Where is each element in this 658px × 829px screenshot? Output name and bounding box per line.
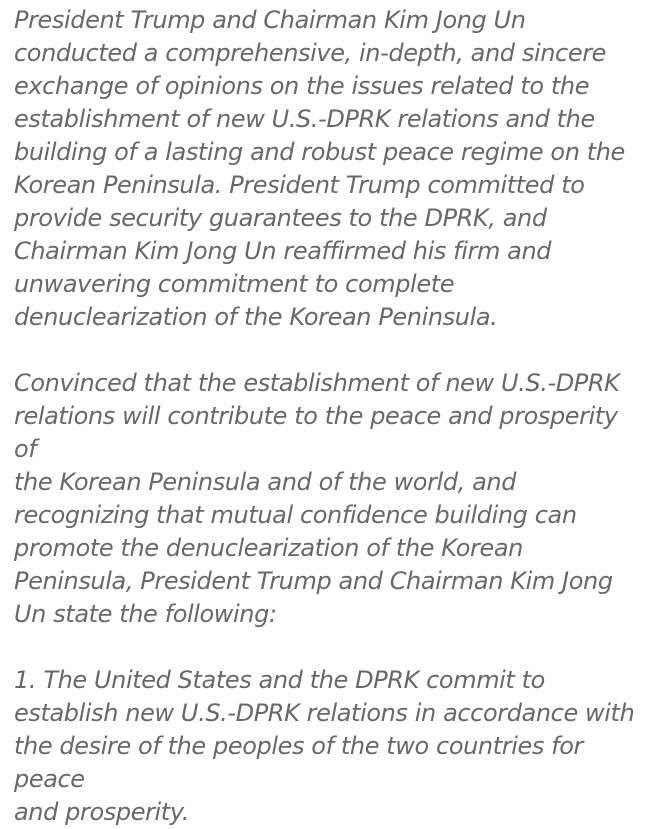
paragraph-item-1: 1. The United States and the DPRK commit to establish new U.S.-DPRK relations in accordance with the desire of the peoples of the two countries for peace and prosperity. bbox=[14, 666, 635, 826]
paragraph-convinced: Convinced that the establishment of new U.S.-DPRK relations will contribute to the peace and prosperity of the Korean Peninsula and of the world, and recognizing that mutual confidence building can promote the denuclearization of the Korean Peninsula, President Trump and Chairman Kim Jong Un state the following: bbox=[14, 369, 620, 628]
paragraph-summit-exchange: President Trump and Chairman Kim Jong Un conducted a comprehensive, in-depth, and sincere exchange of opinions on the issues related to the establishment of new U.S.-DPRK relations and the building of a lasting and robust peace regime on the Korean Peninsula. President Trump committed to provide security guarantees to the DPRK, and Chairman Kim Jong Un reaffirmed his firm and unwavering commitment to complete denuclearization of the Korean Peninsula. bbox=[14, 6, 625, 331]
document-body bbox=[14, 4, 644, 829]
